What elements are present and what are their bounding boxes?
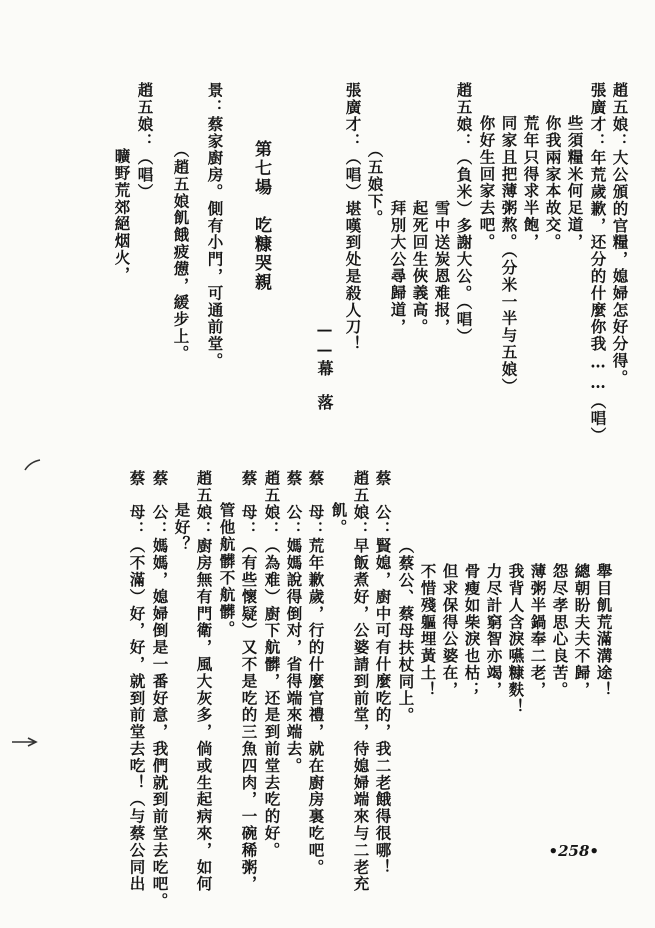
text-column: 蔡 母：（有些懷疑）又不是吃的三魚四肉，一碗稀粥， bbox=[239, 470, 259, 893]
text-column: 舉目飢荒滿溝途！ bbox=[594, 563, 614, 699]
text-column: 蔡 公：媽媽，媳婦倒是一番好意，我們就到前堂去吃吧。 bbox=[150, 470, 170, 910]
text-column: 趙五娘：廚房無有門衛，風大灰多，倘或生起病來，如何 bbox=[194, 470, 214, 893]
page-number: •258• bbox=[548, 842, 599, 860]
text-column: 趙五娘：（唱） bbox=[135, 82, 155, 201]
text-column: 總朝盼夫夫不歸， bbox=[572, 563, 592, 699]
text-column: 些須糧米何足道， bbox=[565, 115, 585, 251]
stage-direction: （五娘下。 bbox=[365, 142, 385, 227]
text-column: 你我兩家本故交。 bbox=[543, 115, 563, 251]
text-column: 但求保得公婆在， bbox=[440, 563, 460, 699]
text-column: 趙五娘：大公頒的官糧，媳婦怎好分得。 bbox=[610, 82, 630, 387]
text-column: 是好？ bbox=[172, 502, 192, 553]
stage-direction: （蔡公、蔡母扶杖同上。 bbox=[396, 538, 416, 724]
text-column: 怨尽孝思心良苦。 bbox=[550, 563, 570, 699]
text-column: 同家且把薄粥熬。（分米一半与五娘） bbox=[499, 115, 519, 395]
text-column: 趙五娘：早飯煮好，公婆請到前堂，待媳婦端來与二老充 bbox=[351, 470, 371, 893]
stage-direction: （趙五娘飢餓疲憊，緩步上。 bbox=[171, 142, 191, 362]
text-column: 薄粥半鍋奉二老， bbox=[528, 563, 548, 699]
text-column: 蔡 母：荒年歉歲，行的什麼官禮，就在廚房裏吃吧。 bbox=[306, 470, 326, 876]
text-column: 蔡 公：媽媽說得倒对，省得端來端去。 bbox=[284, 470, 304, 775]
text-column: 張廣才：（唱）堪嘆到处是殺人刀！ bbox=[343, 82, 363, 353]
text-column: 力尽計窮智亦竭， bbox=[484, 563, 504, 699]
curtain-marker: ——幕 落 bbox=[315, 320, 334, 411]
text-column: 骨瘦如柴淚也枯； bbox=[462, 563, 482, 699]
text-column: 飢。 bbox=[329, 502, 349, 536]
text-column: 起死回生俠義高。 bbox=[410, 200, 430, 336]
text-column: 趙五娘：（負米）多謝大公。（唱） bbox=[454, 82, 474, 345]
text-column: 趙五娘：（為难）廚下航髒，还是到前堂去吃的好。 bbox=[262, 470, 282, 859]
text-column: 我背人含淚嚥糠麩！ bbox=[506, 563, 526, 716]
text-column: 你好生回家去吧。 bbox=[477, 115, 497, 251]
text-column: 蔡 公：賢媳，廚中可有什麼吃的，我二老餓得很哪！ bbox=[373, 470, 393, 876]
print-mark-left-top bbox=[22, 458, 42, 472]
print-mark-left-bottom bbox=[10, 735, 40, 749]
text-column: 拜別大公尋歸道， bbox=[388, 200, 408, 336]
text-column: 荒年只得求半飽， bbox=[521, 115, 541, 251]
text-column: 蔡 母：（不滿）好，好，就到前堂去吃！（与蔡公同出 bbox=[127, 470, 147, 893]
text-column: 不惜殘軀埋黃土！ bbox=[418, 563, 438, 699]
text-column: 管他航髒不航髒。 bbox=[217, 502, 237, 638]
text-column: 雪中送炭恩难报， bbox=[432, 200, 452, 336]
text-column: 曠野荒郊絕烟火， bbox=[112, 148, 132, 284]
text-column: 張廣才：年荒歲歉，还分的什麼你我……（唱） bbox=[588, 82, 608, 444]
scene-setting: 景：蔡家廚房。側有小門，可通前堂。 bbox=[205, 82, 225, 370]
scene-heading: 第七場 吃糠哭親 bbox=[251, 140, 271, 292]
